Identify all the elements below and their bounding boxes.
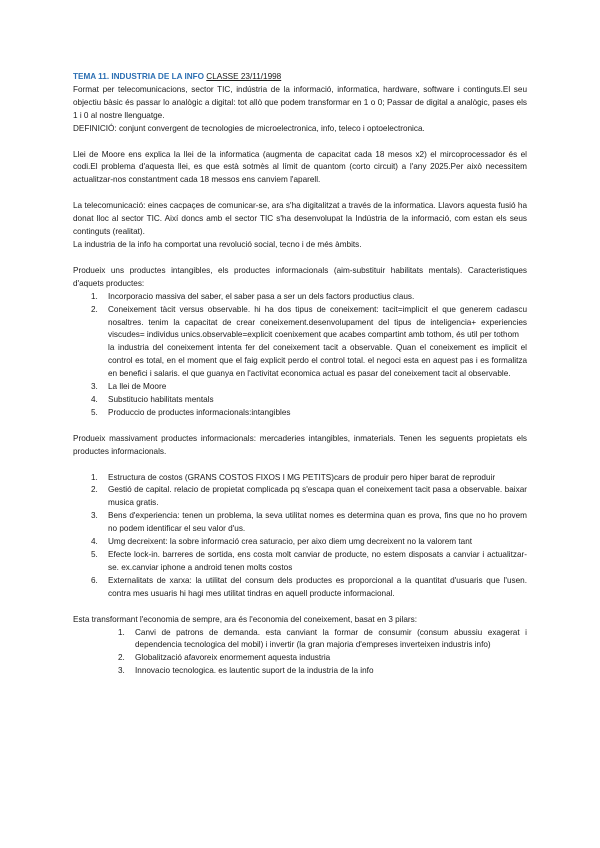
list-item: 1. Canvi de patrons de demanda. esta canviant la formar de consumir (consum abussiu exagerat i dependencia tecnologica del mobil) i invertir (la gran majoria d'empreses inverteixen industris info) (118, 627, 527, 650)
list-item: 2. Coneixement tàcit versus observable. hi ha dos tipus de coneixement: tacit=implicit el que generem cadascu nosaltres. tenim la capacitat de crear coneixement.desenvolupament del tipus de inteligencia+ experiencies viscudes= individus unics.observable=explicit coenixement que acabes compartint amb tothom, és util per tothom la industria del coneixement intenta fer del coneixement tacit a observable. Quan el coneixement es implicit el control es total, en el moment que el faig explicit perdo el control total. el negoci esta en aquest pas i es formalitza en benefici i salaris. el que guanya en l'activitat economica actual es pasar del coneixement tacit al observable. (73, 304, 527, 381)
properties-list (73, 472, 527, 601)
list-item: 4. Umg decreixent: la sobre informació crea saturacio, per aixo diem umg decreixent no la valorem tant (91, 537, 473, 547)
list-item: 1. Estructura de costos (GRANS COSTOS FIXOS I MG PETITS)cars de produir pero hiper barat de reproduir (91, 472, 496, 482)
products-intro: Produeix uns productes intangibles, els productes informacionals (aim-substituir habilitats mentals). Caracteristiques d'aquets productes: (73, 265, 527, 288)
list-item: 6. Externalitats de xarxa: la utilitat del consum dels productes es proporcional a la quantitat d'usuaris que l'usen. contra mes usuaris hi hagi mes utilitat tindras en aquell producte informacional. (91, 575, 527, 598)
moore-paragraph: Llei de Moore ens explica la llei de la informatica (augmenta de capacitat cada 18 mesos x2) el mircoprocessador és el codi.El problema d'aquesta llei, es que està sotmès al límit de quantom (corto circuit) a l'any 2025.Per això necessitem actualitzar-nos constantment cada 18 messos ens canviem l'aparell. (73, 149, 527, 185)
pillars-list (73, 627, 527, 679)
revolution-paragraph: La industria de la info ha comportat una revolució social, tecno i de més àmbits. (73, 239, 362, 249)
massive-intro: Produeix massivament productes informacionals: mercaderies intangibles, inmaterials. Tenen les seguents propietats els productes informacionals. (73, 433, 527, 456)
list-item-continuation: la industria del coneixement intenta fer del coneixement tacit a observable. Quan el coneixement es implicit el control es total, en el moment que el faig explicit perdo el control total. el negoci esta en aquest pas i es formalitza en benefici i salaris. el que guanya en l'activitat economica actual es pasar del coneixement tacit al observable. (108, 343, 527, 379)
title-text: TEMA 11. INDUSTRIA DE LA INFO (73, 72, 207, 81)
definition-paragraph: DEFINICIÓ: conjunt convergent de tecnologies de microelectronica, info, teleco i optoelectronica. (73, 123, 425, 133)
title-date: CLASSE 23/11/1998 (206, 72, 282, 81)
list-item: 1. Incorporacio massiva del saber, el saber pasa a ser un dels factors productius claus. (91, 291, 415, 301)
list-item: 3. La llei de Moore (91, 382, 167, 392)
list-item: 3. Bens d'experiencia: tenen un problema, la seva utilitat nomes es determina quan es prova, fins que no ho provem no podem identificar el seu valor d'us. (91, 511, 527, 534)
list-item: 3. Innovacio tecnologica. es lautentic suport de la industria de la info (118, 666, 374, 676)
telecom-paragraph: La telecomunicació: eines cacpaçes de comunicar-se, ara s'ha digitalitzat a través de la informatica. Llavors aquesta fusió ha donat lloc al sector TIC. Així doncs amb el sector TIC s'ha desenvolupat la Indústria de la informació, com estan els seus continguts (realitat). (73, 201, 527, 237)
intro-paragraph: Format per telecomunicacions, sector TIC, indústria de la informació, informatica, hardware, software i continguts.El seu objectiu bàsic és passar lo analògic a digital: tot allò que podem transformar en 1 o 0; Passar de digital a analògic, pases els 1 i 0 al nostre llenguatge. (73, 84, 527, 120)
document-page (73, 71, 527, 678)
products-list (73, 291, 527, 420)
list-item: 4. Substitucio habilitats mentals (91, 394, 214, 404)
list-item: 2. Globalització afavoreix enormement aquesta industria (118, 653, 331, 663)
list-item: 5. Produccio de productes informacionals:intangibles (91, 407, 291, 417)
page-title (73, 71, 527, 84)
list-item: 2. Gestió de capital. relacio de propietat complicada pq s'escapa quan el coneixement tacit pasa a observable. baixar musica gratis. (91, 485, 527, 508)
economy-intro: Esta transformant l'economia de sempre, ara és l'economia del coneixement, basat en 3 pilars: (73, 614, 417, 624)
list-item: 5. Efecte lock-in. barreres de sortida, ens costa molt canviar de producte, no estem disposats a canviar i actualitzar-se. ex.canviar iphone a android tenen molts costos (91, 550, 527, 572)
